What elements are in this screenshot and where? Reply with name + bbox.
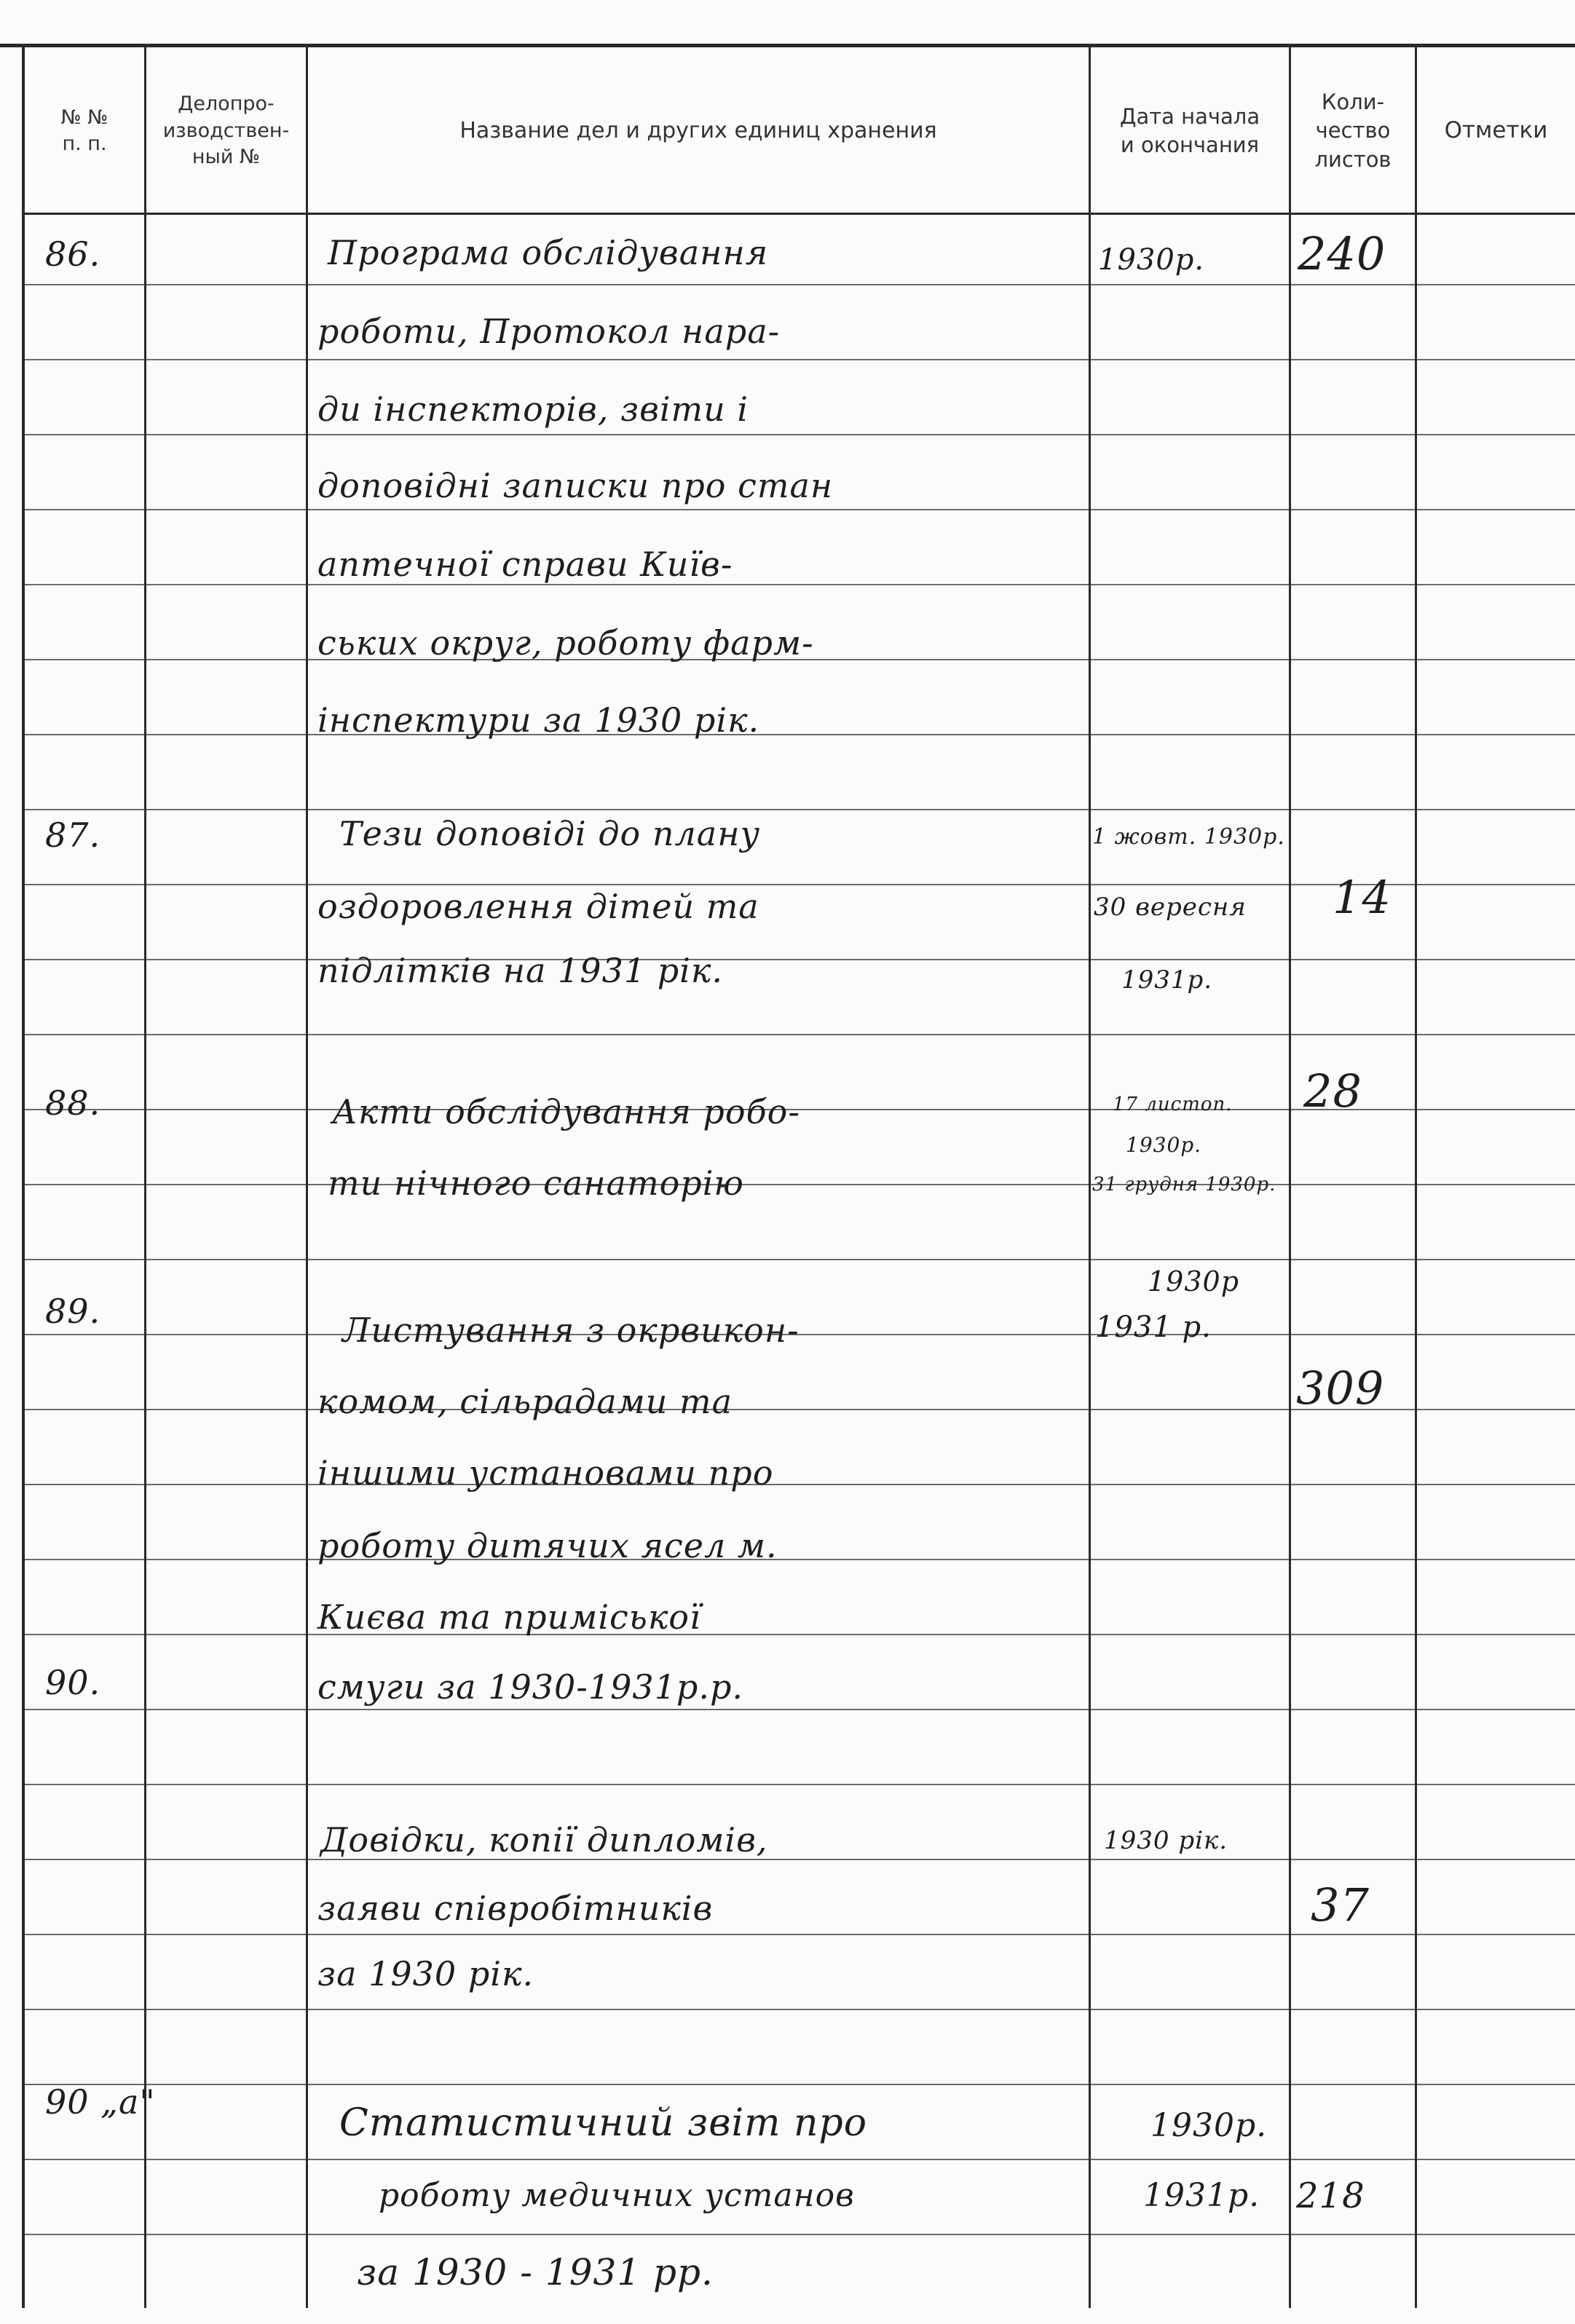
record-title-line: оздоровлення дітей та [317,887,759,926]
col-border-5 [1415,44,1417,2308]
ruled-line [22,434,1575,435]
record-sheet-count: 28 [1303,1064,1362,1118]
record-date-line: 17 листоп. [1113,1094,1233,1115]
record-number: 86. [45,234,101,274]
record-date-line: 30 вересня [1094,893,1247,922]
ruled-line [22,1184,1575,1185]
record-date-line: 1930р [1148,1265,1240,1297]
record-number: 89. [45,1292,101,1331]
record-date-line: 1931р. [1143,2177,1260,2214]
ruled-line [22,2159,1575,2160]
header-sheet-count: Коли- чество листов [1314,90,1392,172]
ruled-line [22,1709,1575,1710]
ruled-line [22,1484,1575,1485]
ruled-line [22,1559,1575,1560]
record-title-line: роботу медичних установ [379,2177,855,2214]
record-date-line: 1930р. [1098,243,1205,277]
record-title-line: заяви співробітників [317,1889,714,1928]
record-title-line: за 1930 рік. [317,1954,534,1993]
header-number: № № п. п. [60,106,108,155]
ruled-line [22,1034,1575,1035]
header-bottom-border [22,213,1575,215]
ruled-line [22,1259,1575,1260]
record-title-line: інспектури за 1930 рік. [317,700,760,740]
col-border-3 [1089,44,1091,2308]
record-title-line: Листування з окрвикон- [342,1311,800,1350]
record-number: 90. [45,1663,101,1702]
record-date-line: 1930р. [1126,1133,1202,1157]
col-border-2 [306,44,308,2308]
ruled-line [22,1784,1575,1785]
ruled-line [22,734,1575,735]
col-border-4 [1289,44,1291,2308]
record-sheet-count: 218 [1296,2175,1365,2216]
record-title-line: за 1930 - 1931 рр. [357,2251,714,2293]
record-title-line: Акти обслідування робо- [332,1092,800,1131]
record-title-line: іншими установами про [317,1453,774,1493]
ruled-line [22,509,1575,510]
record-title-line: комом, сільрадами та [317,1382,733,1421]
record-number: 88. [45,1083,101,1123]
record-title-line: ди інспекторів, звіти і [317,390,749,429]
ruled-line [22,2234,1575,2235]
ruled-line [22,809,1575,810]
record-sheet-count: 14 [1333,871,1392,924]
header-dates: Дата начала и окончания [1119,103,1260,157]
record-title-line: Тези доповіді до плану [339,814,761,853]
top-border [0,44,1575,47]
record-title-line: підлітків на 1931 рік. [317,951,723,990]
record-sheet-count: 309 [1296,1361,1385,1415]
record-title-line: Довідки, копії дипломів, [320,1820,768,1859]
record-title-line: аптечної справи Київ- [317,545,733,584]
record-title-line: роботи, Протокол нара- [317,312,781,351]
record-title-line: Статистичний звіт про [339,2101,868,2145]
col-border-1 [144,44,146,2308]
record-title-line: Програма обслідування [328,233,769,272]
record-date-line: 31 грудня 1930р. [1092,1174,1276,1195]
header-notes: Отметки [1444,117,1548,144]
record-title-line: Києва та приміської [317,1597,701,1637]
ruled-line [22,359,1575,360]
ruled-line [22,2009,1575,2010]
record-number: 90 „а" [45,2082,156,2122]
header-case-number: Делопро- изводствен- ный № [162,92,290,169]
record-sheet-count: 37 [1311,1878,1370,1932]
record-title-line: доповідні записки про стан [317,466,834,505]
header-title: Название дел и других единиц хранения [459,117,937,143]
record-number: 87. [45,815,101,855]
record-date-line: 1930 рік. [1104,1826,1228,1855]
ruled-line [22,584,1575,585]
record-title-line: ських округ, роботу фарм- [317,623,814,663]
ruled-line [22,959,1575,960]
ruled-line [22,1859,1575,1860]
record-date-line: 1931р. [1121,965,1213,995]
ruled-line [22,1634,1575,1635]
ruled-line [22,2084,1575,2085]
record-title-line: ти нічного санаторію [328,1163,744,1203]
record-title-line: роботу дитячих ясел м. [317,1526,778,1565]
record-date-line: 1930р. [1150,2107,1268,2144]
record-sheet-count: 240 [1298,227,1386,280]
ruled-line [22,284,1575,285]
record-date-line: 1931 р. [1095,1311,1212,1344]
record-title-line: смуги за 1930-1931р.р. [317,1667,744,1707]
left-margin-line [22,44,25,2308]
record-date-line: 1 жовт. 1930р. [1092,824,1285,850]
ruled-line [22,1934,1575,1935]
